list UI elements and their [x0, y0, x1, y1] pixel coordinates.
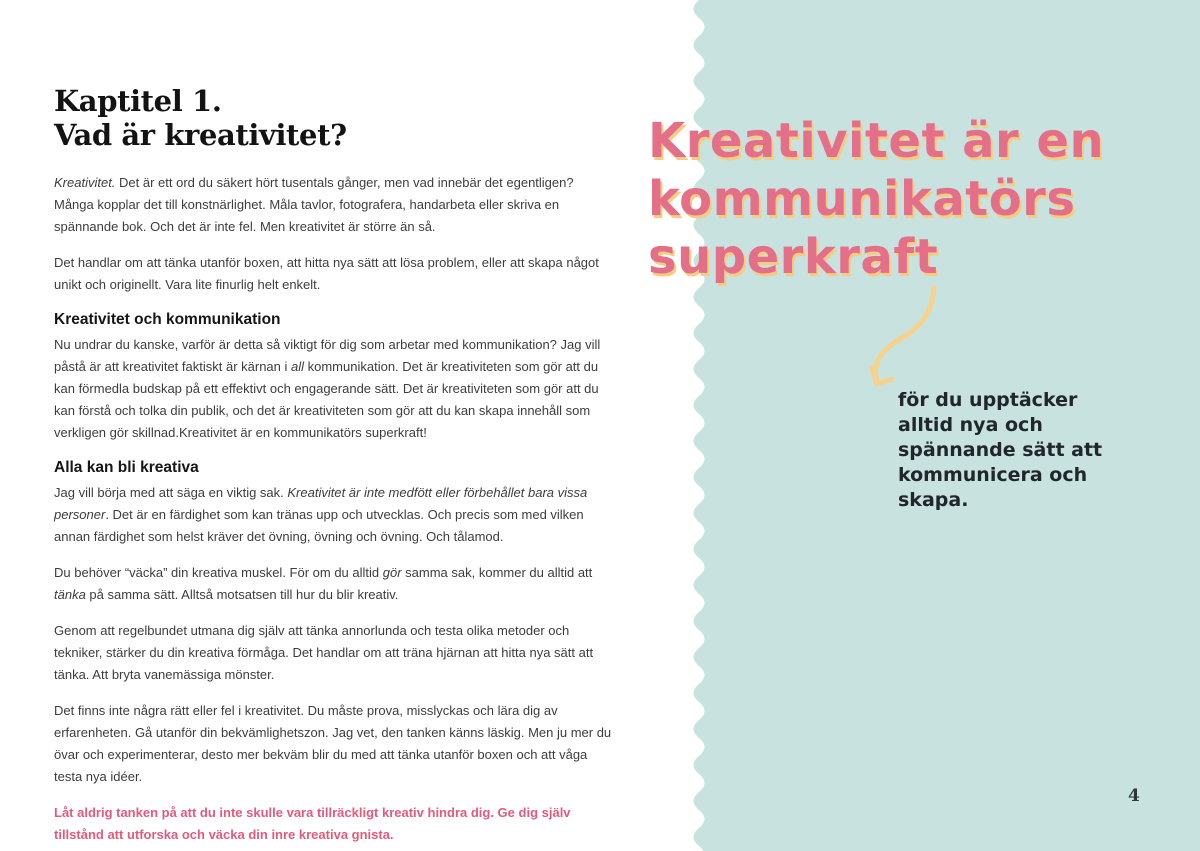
paragraph-intro: Kreativitet. Det är ett ord du säkert hört tusentals gånger, men vad innebär det egentligen? Många kopplar det till konstnärlighet. Måla tavlor, fotografera, handarbeta eller skriva en spännande bok. Och det är inte fel. Men kreativitet är större än så. [54, 175, 574, 234]
headline-line1: Kreativitet är en [648, 113, 1105, 169]
page-number: 4 [1128, 786, 1140, 806]
headline-line2: kommunikatörs [648, 171, 1076, 227]
left-column [54, 84, 612, 846]
paragraph-vacka-muskel: Du behöver “väcka” din kreativa muskel. För om du alltid gör samma sak, kommer du alltid att tänka på samma sätt. Alltså motsatsen till hur du blir kreativ. [54, 565, 593, 602]
headline-line3: superkraft [648, 229, 939, 285]
chapter-title [54, 84, 612, 152]
paragraph-ratt-eller-fel: Det finns inte några rätt eller fel i kreativitet. Du måste prova, misslyckas och lära dig av erfarenheten. Gå utanför din bekvämlighetszon. Jag vet, den tanken känns läskig. Men ju mer du övar och experimenterar, desto mer bekväm blir du med att tänka utanför boxen och att våga testa nya idéer. [54, 703, 612, 784]
paragraph-think-outside-box: Det handlar om att tänka utanför boxen, att hitta nya sätt att lösa problem, eller att skapa något unikt och originellt. Vara lite finurlig helt enkelt. [54, 255, 599, 292]
paragraph-callout: Låt aldrig tanken på att du inte skulle vara tillräckligt kreativ hindra dig. Ge dig själv tillstånd att utforska och väcka din inre kreativa gnista. [54, 805, 571, 842]
curved-arrow-icon [860, 284, 950, 396]
chapter-title-line2: Vad är kreativitet? [54, 118, 347, 152]
section-heading-alla-kan-bli-kreativa: Alla kan bli kreativa [54, 459, 199, 476]
section-heading-kommunikation: Kreativitet och kommunikation [54, 311, 281, 328]
side-note: för du upptäcker alltid nya och spännande sätt att kommunicera och skapa. [898, 389, 1103, 511]
headline [648, 112, 1104, 286]
paragraph-kommunikation: Nu undrar du kanske, varför är detta så viktigt för dig som arbetar med kommunikation? Jag vill påstå är att kreativitet faktiskt är kärnan i all kommunikation. Det är kreativiteten som gör att du kan förmedla budskap på ett effektivt och engagerande sätt. Det är kreativiteten som gör att du kan förstå och tolka din publik, och det är kreativiteten som gör att du kan skapa innehåll som verkligen gör skillnad.Kreativitet är en kommunikatörs superkraft! [54, 337, 601, 440]
right-panel [648, 0, 1200, 851]
paragraph-utmana-dig: Genom att regelbundet utmana dig själv att tänka annorlunda och testa olika metoder och tekniker, stärker du din kreativa förmåga. Det handlar om att träna hjärnan att hitta nya sätt att tänka. Att bryta vanemässiga mönster. [54, 623, 594, 682]
chapter-title-line1: Kaptitel 1. [54, 84, 222, 118]
paragraph-viktig-sak: Jag vill börja med att säga en viktig sak. Kreativitet är inte medfött eller förbehållet bara vissa personer. Det är en färdighet som kan tränas upp och utvecklas. Och precis som med vilken annan färdighet som helst kräver det övning, övning och övning. Och tålamod. [54, 485, 588, 544]
